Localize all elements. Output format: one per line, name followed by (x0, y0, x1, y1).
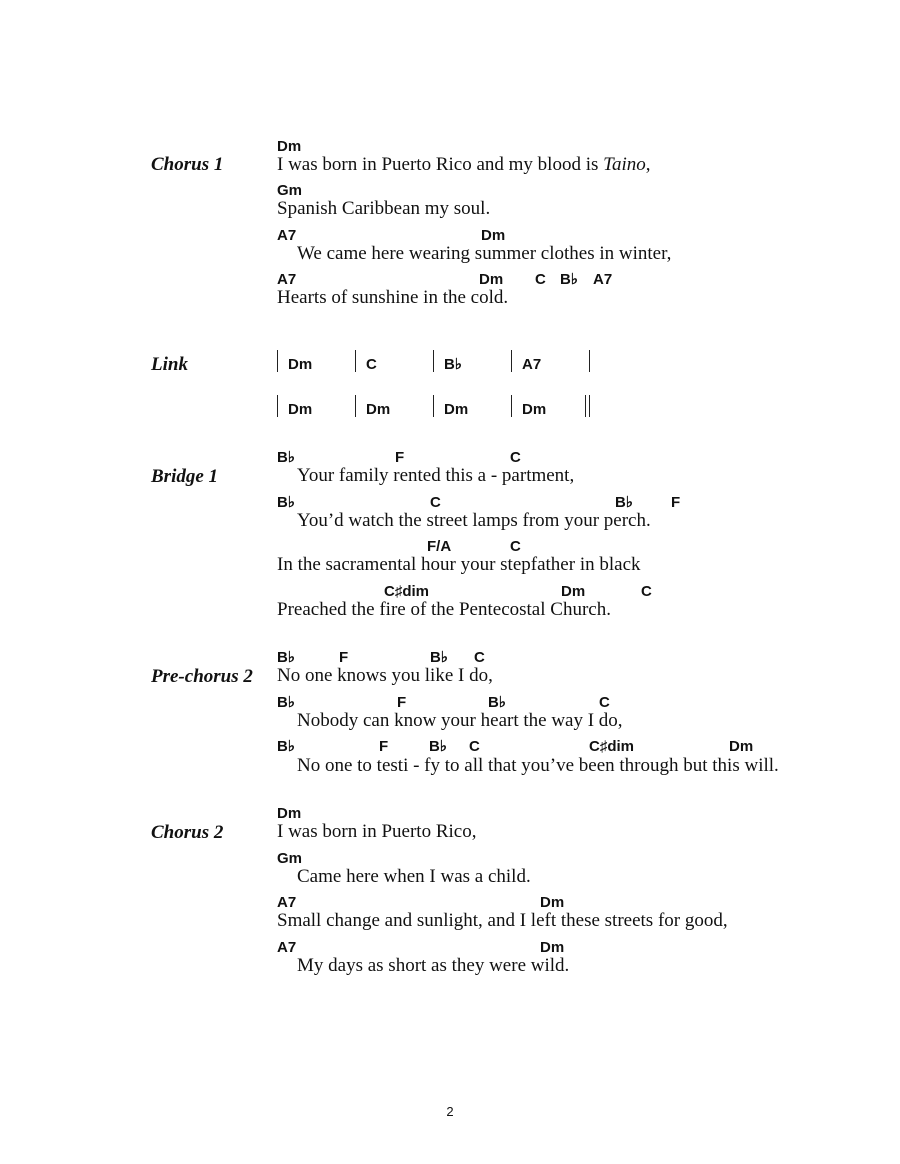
lyric-punctuation: , (645, 154, 651, 175)
chord: B♭ (277, 494, 295, 511)
final-double-bar (585, 395, 590, 417)
chord: B♭ (615, 494, 633, 511)
chord: B♭ (488, 694, 506, 711)
chord: F (671, 494, 681, 511)
chord: C (510, 449, 521, 466)
bar-line (355, 350, 356, 372)
bar-line (277, 395, 278, 417)
chord: Dm (540, 894, 565, 911)
chord: Dm (277, 138, 302, 155)
link-chord: Dm (444, 401, 469, 418)
lyric-line: My days as short as they were wild. (297, 955, 570, 976)
chord: Gm (277, 182, 303, 199)
chord: B♭ (277, 738, 295, 755)
chord: B♭ (277, 649, 295, 666)
lyric-line: Preached the fire of the Pentecostal Church. (277, 599, 611, 620)
chord: B♭ (430, 649, 448, 666)
chord: C♯dim (384, 583, 429, 600)
link-chord: C (366, 356, 377, 373)
bar-line (355, 395, 356, 417)
lyric-line: Your family rented this a - partment, (297, 465, 575, 486)
chord: A7 (277, 894, 297, 911)
chord: Dm (729, 738, 754, 755)
chord: A7 (277, 939, 297, 956)
chord: Dm (277, 805, 302, 822)
lyric-line: No one to testi - fy to all that you’ve been through but this will. (297, 755, 779, 776)
bar-line (433, 350, 434, 372)
chord: F (395, 449, 405, 466)
lyric-line: You’d watch the street lamps from your perch. (297, 510, 651, 531)
chord: Gm (277, 850, 303, 867)
chord: C♯dim (589, 738, 634, 755)
chord: F (397, 694, 407, 711)
chord: F (379, 738, 389, 755)
link-chord: Dm (522, 401, 547, 418)
chord: B♭ (277, 449, 295, 466)
chord: B♭ (277, 694, 295, 711)
lyric-line: We came here wearing summer clothes in winter, (297, 243, 672, 264)
page-number: 2 (446, 1104, 454, 1119)
lyric-line: No one knows you like I do, (277, 665, 493, 686)
chord: Dm (540, 939, 565, 956)
chord: B♭ (560, 271, 578, 288)
lyric-line (277, 155, 651, 174)
chord: B♭ (429, 738, 447, 755)
chord: Dm (479, 271, 504, 288)
chord: F/A (427, 538, 452, 555)
chord: Dm (561, 583, 586, 600)
lyric-line: In the sacramental hour your stepfather in black (277, 554, 641, 575)
bar-line (433, 395, 434, 417)
section-label: Chorus 1 (151, 154, 224, 175)
lyric-italic-word: Taino (603, 154, 646, 175)
chord: C (535, 271, 546, 288)
link-chord: Dm (288, 356, 313, 373)
bar-line (589, 350, 590, 372)
chord: Dm (481, 227, 506, 244)
link-chord: Dm (366, 401, 391, 418)
chord: A7 (593, 271, 613, 288)
link-chord: A7 (522, 356, 542, 373)
section-label: Chorus 2 (151, 822, 224, 843)
bar-line (277, 350, 278, 372)
section-label: Pre-chorus 2 (151, 666, 253, 687)
chord: F (339, 649, 349, 666)
lyric-line: Came here when I was a child. (297, 866, 531, 887)
lyric-line: Hearts of sunshine in the cold. (277, 287, 509, 308)
link-chord: Dm (288, 401, 313, 418)
bar-line (511, 350, 512, 372)
link-chord: B♭ (444, 356, 462, 373)
lyric-line: I was born in Puerto Rico, (277, 821, 477, 842)
section-label: Link (151, 354, 188, 375)
chord: C (474, 649, 485, 666)
chord: A7 (277, 227, 297, 244)
chord: C (641, 583, 652, 600)
section-label: Bridge 1 (151, 466, 219, 487)
chord: C (510, 538, 521, 555)
lyric-text: I was born in Puerto Rico and my blood is (277, 154, 604, 175)
chord: C (430, 494, 441, 511)
lyric-line: Spanish Caribbean my soul. (277, 198, 491, 219)
bar-line (511, 395, 512, 417)
lyric-line: Nobody can know your heart the way I do, (297, 710, 623, 731)
lyric-line: Small change and sunlight, and I left these streets for good, (277, 910, 728, 931)
chord: A7 (277, 271, 297, 288)
chord: C (599, 694, 610, 711)
chord: C (469, 738, 480, 755)
